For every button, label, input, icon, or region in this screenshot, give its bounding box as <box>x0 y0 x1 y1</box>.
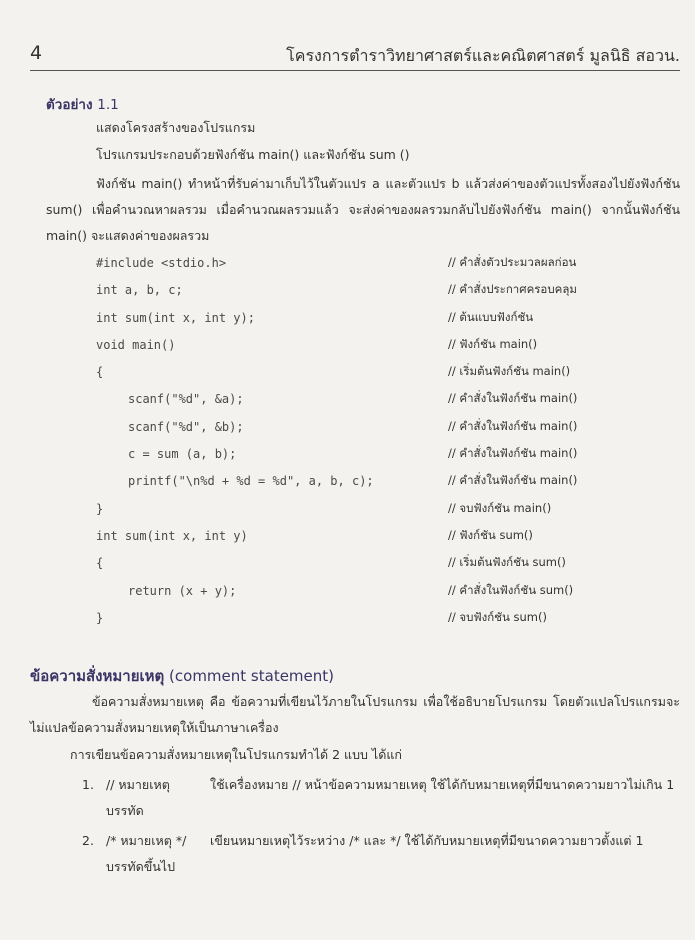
example-line-1: แสดงโครงสร้างของโปรแกรม <box>96 120 256 135</box>
comment-syntax: // หมายเหตุ <box>106 777 170 792</box>
example-number: 1.1 <box>97 97 119 113</box>
code-line: void main() <box>96 337 176 352</box>
code-comment: // ต้นแบบฟังก์ชัน <box>448 309 534 324</box>
comment-syntax: /* หมายเหตุ */ <box>106 833 187 848</box>
comment-description-continued: บรรทัดขึ้นไป <box>106 859 176 874</box>
code-listing <box>96 250 686 632</box>
code-row <box>96 277 686 304</box>
page-header <box>30 40 680 71</box>
code-line: scanf("%d", &b); <box>128 419 244 434</box>
code-row <box>96 332 686 359</box>
example-line-2: โปรแกรมประกอบด้วยฟังก์ชัน main() และฟังก์ชัน sum () <box>96 147 410 162</box>
comment-description-continued: บรรทัด <box>106 803 144 818</box>
comment-description: ใช้เครื่องหมาย // หน้าข้อความหมายเหตุ ใช้ได้กับหมายเหตุที่มีขนาดความยาวไม่เกิน 1 <box>210 777 675 792</box>
code-line: int sum(int x, int y) <box>96 528 248 543</box>
list-number: 2. <box>82 833 94 848</box>
code-line: int sum(int x, int y); <box>96 310 255 325</box>
code-comment: // เริ่มต้นฟังก์ชัน sum() <box>448 555 566 570</box>
code-comment: // คำสั่งในฟังก์ชัน main() <box>448 418 578 433</box>
code-line: { <box>96 556 104 571</box>
code-line: } <box>96 501 104 516</box>
code-line: c = sum (a, b); <box>128 447 237 462</box>
code-comment: // คำสั่งในฟังก์ชัน main() <box>448 473 578 488</box>
code-row <box>96 441 686 468</box>
section-title-english: (comment statement) <box>169 667 335 685</box>
code-comment: // คำสั่งในฟังก์ชัน sum() <box>448 582 574 597</box>
code-comment: // คำสั่งตัวประมวลผลก่อน <box>448 255 577 269</box>
code-row <box>96 578 686 605</box>
code-row <box>96 359 686 386</box>
code-line: scanf("%d", &a); <box>128 392 244 407</box>
code-row <box>96 386 686 413</box>
section-body: ข้อความสั่งหมายเหตุ คือ ข้อความที่เขียนไว้ภายในโปรแกรม เพื่อใช้อธิบายโปรแกรม โดยตัวแปลโปรแกรมจะไม่แปลข้อความสั่งหมายเหตุให้เป็นภาษาเครื่อง <box>30 694 680 735</box>
section-title <box>30 664 334 688</box>
code-comment: // จบฟังก์ชัน sum() <box>448 609 547 624</box>
code-line: int a, b, c; <box>96 283 183 298</box>
header-title: โครงการตำราวิทยาศาสตร์และคณิตศาสตร์ มูลนิธิ สอวน. <box>286 46 680 65</box>
example-label: ตัวอย่าง <box>46 97 93 113</box>
code-row <box>96 468 686 495</box>
example-title <box>46 93 119 115</box>
code-comment: // คำสั่งในฟังก์ชัน main() <box>448 446 578 461</box>
code-row <box>96 550 686 577</box>
list-number: 1. <box>82 777 94 792</box>
methods-intro: การเขียนข้อความสั่งหมายเหตุในโปรแกรมทำได้ 2 แบบ ได้แก่ <box>70 747 402 762</box>
code-line: return (x + y); <box>128 583 237 598</box>
code-line: } <box>96 610 104 625</box>
code-comment: // ฟังก์ชัน sum() <box>448 527 533 542</box>
code-comment: // ฟังก์ชัน main() <box>448 336 538 351</box>
code-row <box>96 605 686 632</box>
section-title-thai: ข้อความสั่งหมายเหตุ <box>30 667 165 685</box>
code-row <box>96 496 686 523</box>
code-comment: // เริ่มต้นฟังก์ชัน main() <box>448 364 571 379</box>
code-row <box>96 414 686 441</box>
code-line: { <box>96 365 104 380</box>
code-line: printf("\n%d + %d = %d", a, b, c); <box>128 474 374 489</box>
code-comment: // จบฟังก์ชัน main() <box>448 500 552 515</box>
example-paragraph: ฟังก์ชัน main() ทำหน้าที่รับค่ามาเก็บไว้ในตัวแปร a และตัวแปร b แล้วส่งค่าของตัวแปรทั้งสองไปยังฟังก์ชัน sum() เพื่อคำนวณหาผลรวม เมื่อคำนวณผลรวมแล้ว จะส่งค่าของผลรวมกลับไปยังฟังก์ชัน main() จากนั้นฟังก์ชัน main() จะแสดงค่าของผลรวม <box>46 176 680 243</box>
code-comment: // คำสั่งในฟังก์ชัน main() <box>448 391 578 406</box>
code-line: #include <stdio.h> <box>96 256 227 270</box>
code-comment: // คำสั่งประกาศครอบคลุม <box>448 282 577 297</box>
page-number: 4 <box>30 42 43 64</box>
code-row <box>96 250 686 277</box>
code-row <box>96 305 686 332</box>
code-row <box>96 523 686 550</box>
comment-description: เขียนหมายเหตุไว้ระหว่าง /* และ */ ใช้ได้กับหมายเหตุที่มีขนาดความยาวตั้งแต่ 1 <box>210 833 644 848</box>
